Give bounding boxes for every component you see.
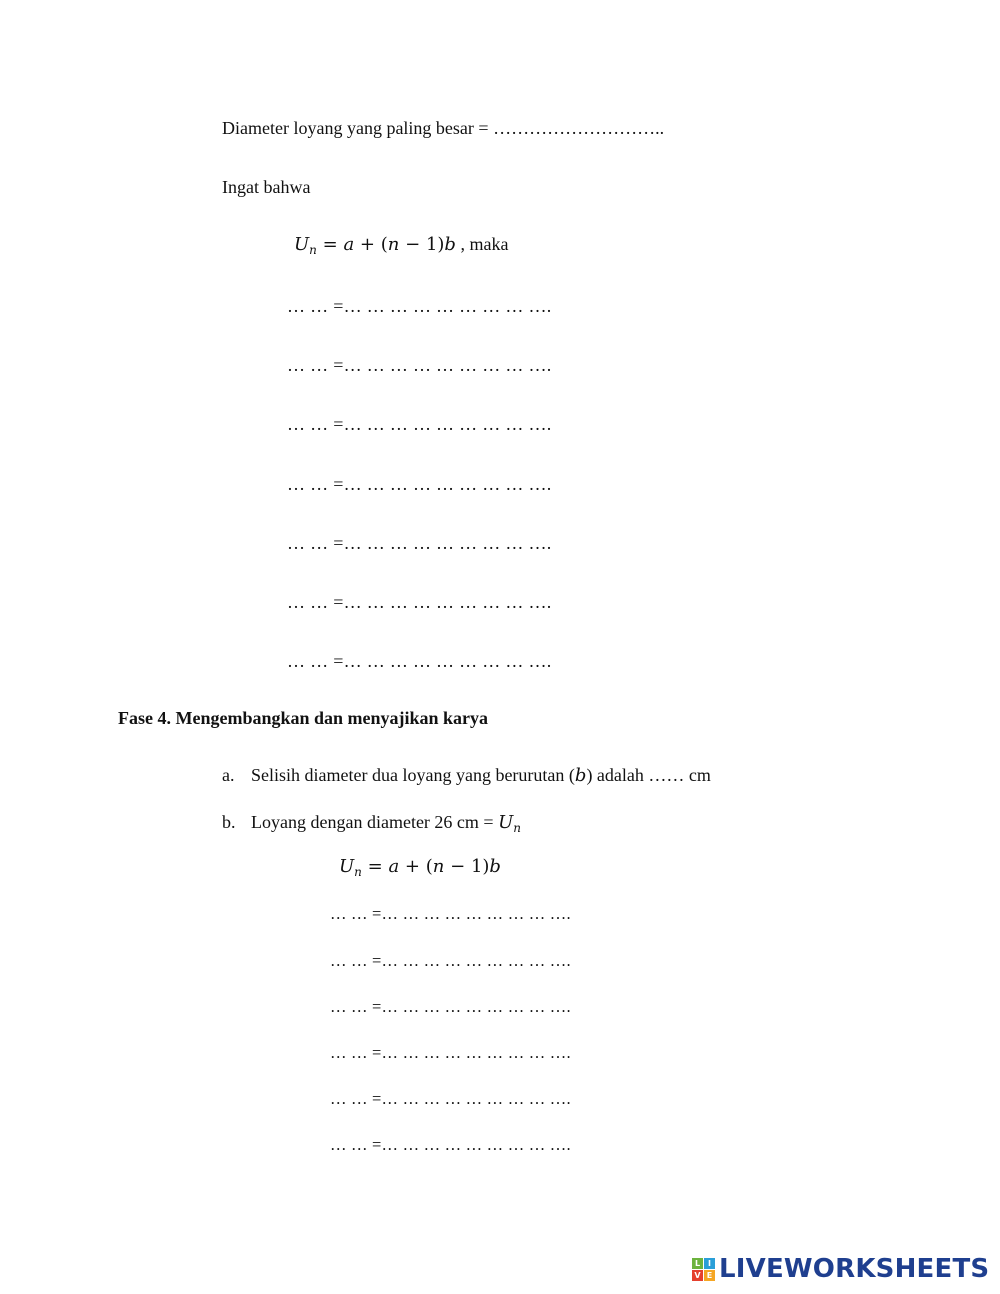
blank-line[interactable]: … … =… … … … … … … … …. <box>330 1089 571 1108</box>
remember-label: Ingat bahwa <box>222 177 311 197</box>
blank-line[interactable]: … … =… … … … … … … … …. <box>330 1043 571 1062</box>
blank-line[interactable]: … … =… … … … … … … … …. <box>287 474 552 494</box>
liveworksheets-logo-icon <box>692 1258 715 1281</box>
blank-line[interactable]: … … =… … … … … … … … …. <box>330 997 571 1016</box>
logo-letter: E <box>704 1270 715 1281</box>
logo-text: LIVEWORKSHEETS <box>719 1254 990 1284</box>
arithmetic-formula: $U_n = a + (n - 1)b$ <box>294 234 456 257</box>
largest-diameter-line: Diameter loyang yang paling besar = ……………………….. <box>222 118 665 138</box>
item-a-var: b <box>574 765 587 786</box>
formula-suffix: , maka <box>460 234 509 254</box>
arithmetic-formula-b: $U_n = a + (n - 1)b$ <box>339 856 501 879</box>
phase4-heading: Fase 4. Mengembangkan dan menyajikan karya <box>118 708 489 728</box>
formula-line <box>294 234 508 257</box>
blank-line[interactable]: … … =… … … … … … … … …. <box>330 1135 571 1154</box>
formula-line-b <box>339 856 501 879</box>
blank-line[interactable]: … … =… … … … … … … … …. <box>287 651 552 671</box>
blank-line[interactable]: … … =… … … … … … … … …. <box>287 414 552 434</box>
item-a-marker: a. <box>222 765 235 785</box>
blank-line[interactable]: … … =… … … … … … … … …. <box>287 592 552 612</box>
logo-letter: L <box>692 1258 703 1269</box>
item-b-marker: b. <box>222 812 236 832</box>
item-b-text: Loyang dengan diameter 26 cm = <box>251 812 499 832</box>
item-a-text-end: ) adalah …… cm <box>586 765 711 785</box>
blank-line[interactable]: … … =… … … … … … … … …. <box>287 355 552 375</box>
un-symbol: $U_n$ <box>498 812 521 835</box>
logo-letter: I <box>704 1258 715 1269</box>
item-a-text: Selisih diameter dua loyang yang berurutan ( <box>251 765 575 785</box>
logo-letter: V <box>692 1270 703 1281</box>
item-a <box>222 765 711 786</box>
blank-line[interactable]: … … =… … … … … … … … …. <box>287 533 552 553</box>
blank-line[interactable]: … … =… … … … … … … … …. <box>330 951 571 970</box>
item-b <box>222 812 521 835</box>
liveworksheets-logo[interactable] <box>692 1252 989 1286</box>
blank-line[interactable]: … … =… … … … … … … … …. <box>330 904 571 923</box>
blank-line[interactable]: … … =… … … … … … … … …. <box>287 296 552 316</box>
